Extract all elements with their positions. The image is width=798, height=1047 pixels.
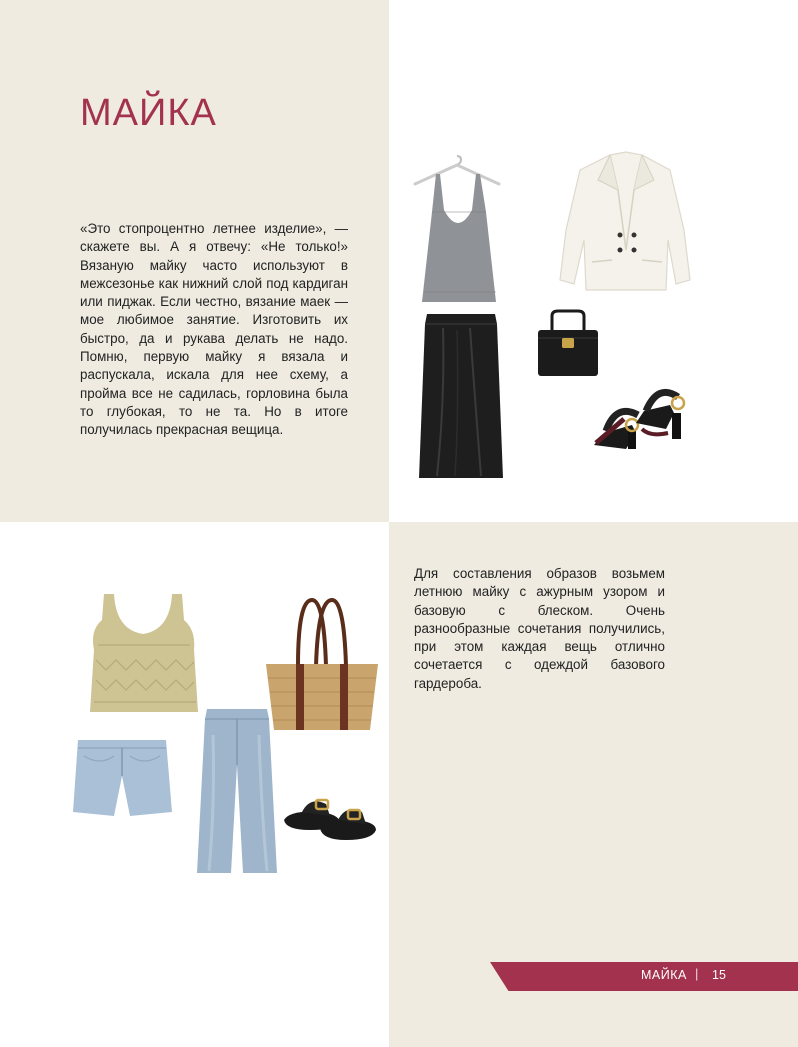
denim-shorts-image <box>70 736 175 818</box>
footer-section-title: МАЙКА <box>641 968 687 982</box>
black-flat-sandals-image <box>280 790 380 845</box>
black-handbag-image <box>534 308 602 380</box>
outfit-paragraph: Для составления образов возьмем летнюю майку с ажурным узором и базовую с блеском. Очень разнообразные сочетания получились, при этом каждая вещь отлично сочетается с одеждой базового гардероба. <box>414 566 665 691</box>
crochet-tank-top-image <box>86 590 201 716</box>
black-heeled-sandals-image <box>586 383 696 458</box>
gray-tank-top-image <box>410 152 505 307</box>
page-title: МАЙКА <box>80 92 217 134</box>
straw-tote-bag-image <box>262 598 382 734</box>
white-blazer-image <box>558 150 693 300</box>
page-number: 15 <box>712 968 726 982</box>
black-skirt-image <box>415 310 510 480</box>
footer-separator: | <box>695 966 699 981</box>
intro-paragraph: «Это стопроцентно летнее изделие», — скажете вы. А я отвечу: «Не только!» Вязаную майку часто используют в межсезонье как нижний слой под кардиган или пиджак. Если честно, вязание маек — мое любимое занятие. Изготовить их быстро, да и рукава делать не надо. Помню, первую майку я вязала и распускала, искала для нее схему, а пройма все не садилась, горловина была то глубокая, то не та. Но в итоге получилась прекрасная вещица. <box>80 221 348 438</box>
